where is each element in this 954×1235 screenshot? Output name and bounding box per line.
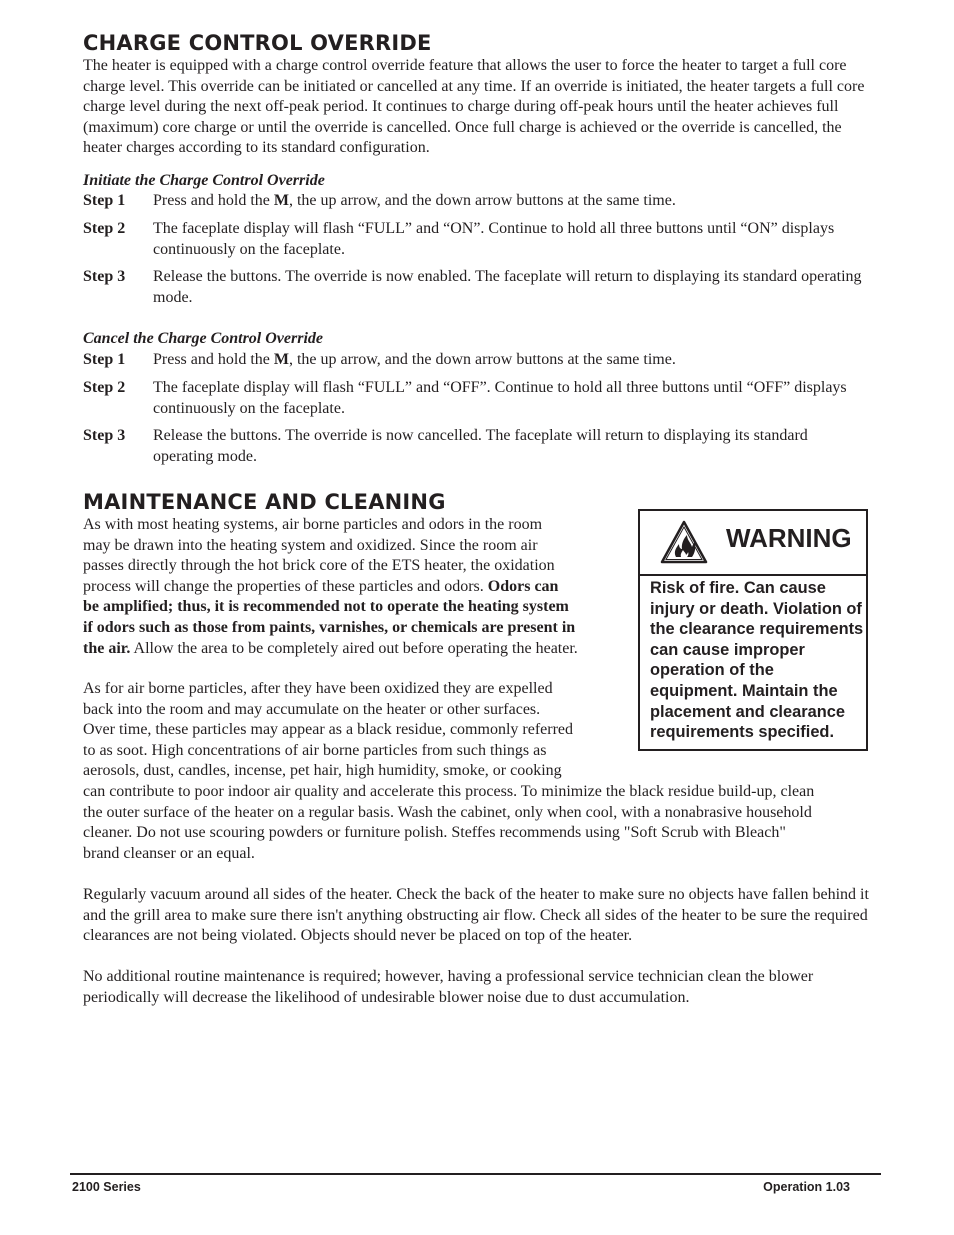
text-line: brand cleanser or an equal.: [83, 844, 255, 862]
step-text: The faceplate display will flash “FULL” and “OFF”. Continue to hold all three buttons until “OFF” displays continuously on the faceplate.: [153, 379, 847, 417]
text-line: can contribute to poor indoor air quality and accelerate this process. To minimize the black residue build-up, clean: [83, 782, 815, 800]
text-line: cleaner. Do not use scouring powders or furniture polish. Steffes recommends using "Soft Scrub with Bleach": [83, 824, 786, 842]
text-line: be amplified; thus, it is recommended not to operate the heating system: [83, 598, 569, 616]
warning-box: [638, 509, 868, 751]
text-line: aerosols, dust, candles, incense, pet hair, high humidity, smoke, or cooking: [83, 762, 562, 780]
warning-title: WARNING: [726, 523, 852, 553]
step-text: Press and hold the M, the up arrow, and the down arrow buttons at the same time.: [153, 351, 676, 368]
footer-series: 2100 Series: [72, 1180, 141, 1194]
step-label: Step 3: [83, 427, 126, 444]
warning-text: Risk of fire. Can cause injury or death. Violation of the clearance requirements can cause improper operation of the equipment. Maintain the placement and clearance requirements specified.: [650, 579, 864, 742]
fire-hazard-icon: [660, 520, 708, 564]
initiate-subheading: Initiate the Charge Control Override: [83, 172, 325, 189]
text-line: back into the room and may accumulate on the heater or other surfaces.: [83, 700, 541, 718]
text-line: may be drawn into the heating system and oxidized. Since the room air: [83, 536, 538, 554]
text-line: As for air borne particles, after they have been oxidized they are expelled: [83, 680, 553, 697]
step-label: Step 1: [83, 192, 126, 209]
maintenance-paragraph-1: [83, 515, 633, 659]
step-text: Release the buttons. The override is now enabled. The faceplate will return to displaying its standard operating mode.: [153, 268, 862, 306]
step-text: The faceplate display will flash “FULL” and “ON”. Continue to hold all three buttons until “ON” displays continuously on the faceplate.: [153, 220, 835, 258]
step-label: Step 3: [83, 268, 126, 285]
step-label: Step 1: [83, 351, 126, 368]
footer-section: Operation 1.03: [763, 1180, 850, 1194]
text-line: the outer surface of the heater on a regular basis. Wash the cabinet, only when cool, with a nonabrasive household: [83, 803, 812, 821]
text-line: if odors such as those from paints, varnishes, or chemicals are present in: [83, 618, 576, 636]
section-heading-charge-control: CHARGE CONTROL OVERRIDE: [83, 31, 432, 55]
text-line: process will change the properties of these particles and odors. Odors can: [83, 577, 559, 595]
step-text: Release the buttons. The override is now cancelled. The faceplate will return to displaying its standard operating mode.: [153, 427, 808, 465]
charge-control-intro: The heater is equipped with a charge control override feature that allows the user to force the heater to target a full core charge level. This override can be initiated or cancelled at any time. If an override is initiated, the heater targets a full core charge level during the next off-peak period. It continues to charge during off-peak hours until the heater achieves full (maximum) core charge or until the override is cancelled. Once full charge is achieved or the override is cancelled, the heater charges according to its standard configuration.: [83, 57, 865, 157]
text-line: to as soot. High concentrations of air borne particles from such things as: [83, 741, 547, 759]
maintenance-paragraph-4: No additional routine maintenance is required; however, having a professional service technician clean the blower periodically will decrease the likelihood of undesirable blower noise due to dust accumulation.: [83, 968, 814, 1006]
text-line: As with most heating systems, air borne particles and odors in the room: [83, 516, 543, 533]
step-label: Step 2: [83, 379, 126, 396]
text-line: passes directly through the hot brick core of the ETS heater, the oxidation: [83, 557, 555, 575]
warning-header: [640, 511, 866, 576]
text-line: the air. Allow the area to be completely aired out before operating the heater.: [83, 639, 578, 657]
text-line: Over time, these particles may appear as a black residue, commonly referred: [83, 721, 574, 739]
step-label: Step 2: [83, 220, 126, 237]
section-heading-maintenance: MAINTENANCE AND CLEANING: [83, 490, 446, 514]
maintenance-paragraph-3: Regularly vacuum around all sides of the heater. Check the back of the heater to make sure no objects have fallen behind it and the grill area to make sure there isn't anything obstructing air flow. Check all sides of the heater to be sure the required clearances are not being violated. Objects should never be placed on top of the heater.: [83, 886, 869, 945]
footer-rule: [70, 1173, 881, 1175]
cancel-subheading: Cancel the Charge Control Override: [83, 330, 324, 347]
step-text: Press and hold the M, the up arrow, and the down arrow buttons at the same time.: [153, 192, 676, 209]
